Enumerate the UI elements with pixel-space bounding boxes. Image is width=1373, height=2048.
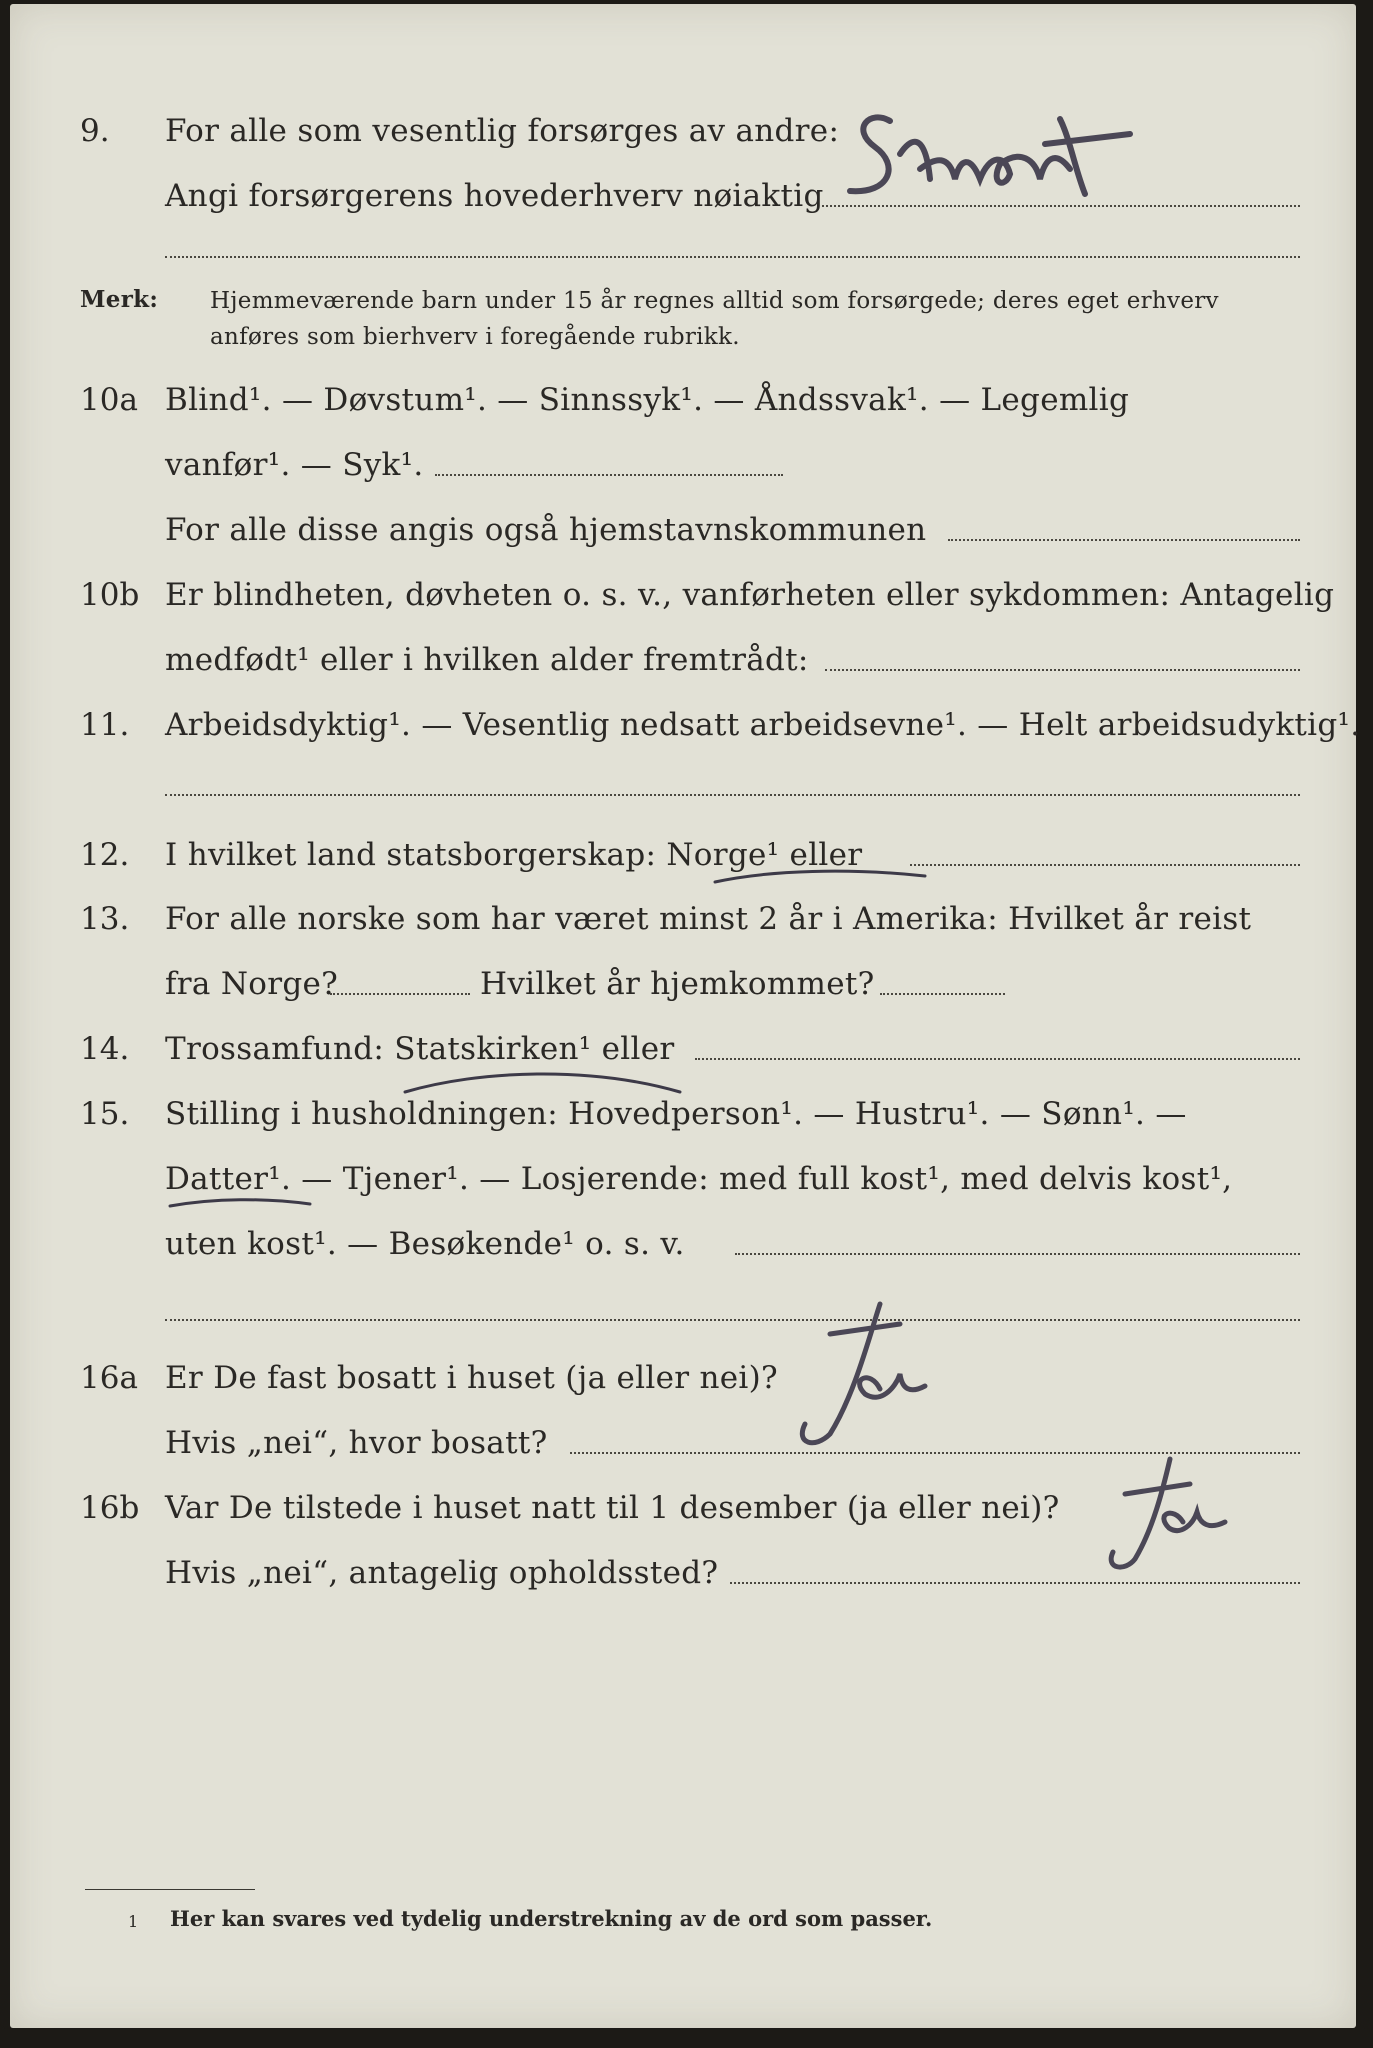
question-13-departure-line: [330, 993, 470, 995]
question-16a-number: 16a: [80, 1360, 138, 1396]
question-11-number: 11.: [80, 707, 130, 743]
question-9-extra-line: [165, 256, 1300, 258]
question-9-line2: Angi forsørgerens hovederhverv nøiaktig: [165, 178, 824, 214]
footnote-text: Her kan svares ved tydelig understrekning av de ord som passer.: [170, 1906, 933, 1931]
question-11-line1: Arbeidsdyktig¹. — Vesentlig nedsatt arbeidsevne¹. — Helt arbeidsudyktig¹.: [165, 707, 1361, 743]
question-13-line2b: Hvilket år hjemkommet?: [480, 966, 875, 1002]
question-15-line1: Stilling i husholdningen: Hovedperson¹. — Hustru¹. — Sønn¹. —: [165, 1096, 1187, 1132]
question-16b-number: 16b: [80, 1490, 140, 1526]
footnote-rule: [85, 1889, 255, 1890]
question-16a-line1: Er De fast bosatt i huset (ja eller nei)?: [165, 1360, 778, 1396]
question-15-number: 15.: [80, 1096, 130, 1132]
note-line2: anføres som bierhverv i foregående rubrikk.: [210, 324, 740, 350]
question-12-underline-mark: [710, 864, 930, 888]
question-15-answer-line: [735, 1253, 1300, 1255]
question-10a-hometown-line: [948, 539, 1300, 541]
question-10b-line1: Er blindheten, døvheten o. s. v., vanførheten eller sykdommen: Antagelig: [165, 577, 1335, 613]
question-15-line3: uten kost¹. — Besøkende¹ o. s. v.: [165, 1226, 685, 1262]
question-14-line1: Trossamfund: Statskirken¹ eller: [165, 1031, 675, 1067]
question-15-underline-mark: [165, 1192, 315, 1214]
question-12-answer-line: [910, 864, 1300, 866]
question-10a-line1: Blind¹. — Døvstum¹. — Sinnssyk¹. — Åndssvak¹. — Legemlig: [165, 382, 1130, 418]
question-14-answer-line: [695, 1058, 1300, 1060]
question-12-number: 12.: [80, 837, 130, 873]
question-16b-answer-line: [730, 1582, 1300, 1584]
question-13-line2a: fra Norge?: [165, 966, 339, 1002]
question-9-line1: For alle som vesentlig forsørges av andre:: [165, 113, 840, 149]
question-13-return-line: [880, 993, 1005, 995]
note-label: Merk:: [80, 286, 159, 313]
footnote-mark: 1: [128, 1912, 139, 1931]
note-line1: Hjemmeværende barn under 15 år regnes alltid som forsørgede; deres eget erhverv: [210, 288, 1219, 314]
question-16b-line1: Var De tilstede i huset natt til 1 desember (ja eller nei)?: [165, 1490, 1060, 1526]
question-10a-number: 10a: [80, 382, 138, 418]
question-15-extra-line: [165, 1319, 1300, 1321]
question-10b-answer-line: [825, 669, 1300, 671]
question-16b-line2: Hvis „nei“, antagelig opholdssted?: [165, 1555, 719, 1591]
question-10a-answer-line: [435, 474, 783, 476]
question-10a-line3: For alle disse angis også hjemstavnskommunen: [165, 512, 927, 548]
question-15-line2: Datter¹. — Tjener¹. — Losjerende: med full kost¹, med delvis kost¹,: [165, 1161, 1233, 1197]
question-9-number: 9.: [80, 113, 110, 149]
question-9-handwritten-answer: [830, 99, 1200, 219]
census-form-page: [10, 4, 1361, 2028]
question-16a-line2: Hvis „nei“, hvor bosatt?: [165, 1425, 548, 1461]
question-16a-handwritten-answer: [770, 1294, 970, 1454]
question-16b-handwritten-answer: [1085, 1444, 1285, 1574]
question-13-line1: For alle norske som har været minst 2 år i Amerika: Hvilket år reist: [165, 901, 1252, 937]
question-10a-line2: vanfør¹. — Syk¹.: [165, 447, 424, 483]
question-13-number: 13.: [80, 901, 130, 937]
question-11-answer-line: [165, 794, 1300, 796]
question-10b-line2: medfødt¹ eller i hvilken alder fremtrådt:: [165, 642, 809, 678]
question-14-number: 14.: [80, 1031, 130, 1067]
question-10b-number: 10b: [80, 577, 140, 613]
question-12-line1: I hvilket land statsborgerskap: Norge¹ eller: [165, 837, 863, 873]
